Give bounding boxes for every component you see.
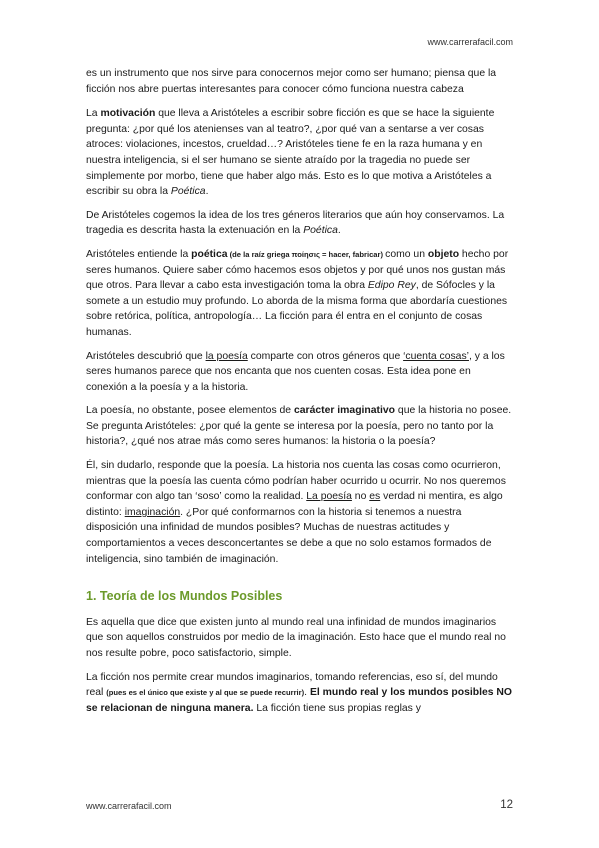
text-run: La ficción tiene sus propias reglas y [253, 702, 421, 714]
caracter-imaginativo-term: carácter imaginativo [293, 405, 396, 417]
text-run: verdad ni mentira, es algo distinto: [86, 491, 503, 518]
text-run: . [205, 186, 209, 198]
text-run: La poesía, no obstante, posee elementos de [86, 405, 294, 417]
cuenta-cosas-underlined: ‘cuenta cosas’ [403, 350, 469, 362]
paragraph-6 [86, 403, 514, 450]
poesia-underlined: la poesía [205, 350, 248, 362]
parenthetical-note: (pues es el único que existe y al que se puede recurrir) [106, 688, 305, 698]
text-run: que lleva a Aristóteles a escribir sobre ficción es que se hace la siguiente pregunta: ¿por qué los atenienses van al teatro?, ¿por qué van a sentarse a ver cosas atroces: violaciones, incestos, crueldad…? Aristóteles tiene fe en la raza humana y en nuestra inteligencia, si el ser humano se siente atraído por la tragedia no puede ser simplemente por morbo, tiene que haber algo más. Esto es lo que motiva a Aristóteles a escribir su obra la [86, 108, 495, 198]
page-number: 12 [500, 799, 513, 811]
header-site: www.carrerafacil.com [427, 37, 513, 47]
paragraph-8: Es aquella que dice que existen junto al mundo real una infinidad de mundos imaginarios que son aquellos construidos por medio de la imaginación. Esto hace que el mundo real no nos resulte pobre, poco satisfactorio, simple. [86, 616, 506, 659]
footer-site: www.carrerafacil.com [86, 801, 172, 811]
text-run: como un [385, 248, 428, 260]
paragraph-5 [86, 349, 514, 396]
text-run: , de Sófocles y la somete a un estudio muy profundo. Lo aborda de la misma forma que abordaría cuestiones sobre retórica, política, antropología… La ficción para él entra en el conjunto de cosas humanas. [86, 280, 508, 338]
poetica-title: Poética [170, 186, 206, 198]
paragraph-9 [86, 670, 514, 717]
objeto-term: objeto [427, 248, 460, 260]
text-run: comparte con otros géneros que [247, 350, 404, 362]
mundos-statement: El mundo real y los mundos posibles NO se relacionan de ninguna manera. [86, 687, 513, 714]
poetica-term: poética [191, 248, 228, 260]
text-run: . ¿Por qué conformarnos con la historia si tenemos a nuestra disposición una infinidad de mundos posibles? Muchas de nuestras actitudes y comportamientos a veces desconcertantes se debe a que no solo estamos formados de inteligencia, sino también de imaginación. [86, 506, 492, 565]
paragraph-1: es un instrumento que nos sirve para conocernos mejor como ser humano; piensa que la ficción nos abre puertas interesantes para conocer cómo funciona nuestra cabeza [86, 68, 497, 95]
text-run: Aristóteles descubrió que [86, 350, 206, 362]
poesia-underlined: La poesía [306, 491, 352, 503]
edipo-title: Edipo Rey [367, 280, 416, 292]
poetica-title: Poética [303, 225, 338, 237]
text-run: La ficción nos permite crear mundos imaginarios, tomando referencias, eso sí, del mundo real [86, 671, 498, 699]
es-underlined: es [369, 491, 381, 503]
text-run: De Aristóteles cogemos la idea de los tres géneros literarios que aún hoy conservamos. La tragedia es descrita hasta la extenuación en la [86, 209, 505, 237]
text-run: La [86, 108, 101, 120]
text-run: no [351, 491, 370, 503]
motivacion-emphasis: motivación [100, 108, 156, 120]
paragraph-2 [86, 106, 514, 200]
text-run: que la historia no posee. Se pregunta Aristóteles: ¿por qué la gente se interesa por la poesía, pero no tanto por la historia?, ¿qué nos atrae más como seres humanos: la historia o la poesía? [86, 405, 512, 448]
text-run: Él, sin dudarlo, responde que la poesía. La historia nos cuenta las cosas como ocurrieron, mientras que la poesía las cuenta cómo podrían haber ocurrido u ocurrir. No nos queremos conformar con algo tan ‘soso’ como la realidad. [86, 460, 506, 503]
text-run: hecho por seres humanos. Quiere saber cómo hacemos esos objetos y por qué unos nos gustan más que otros. Para llevar a cabo esta investigación toma la obra [86, 248, 509, 292]
text-run: Aristóteles entiende la [86, 248, 192, 260]
etymology-note: (de la raíz griega ποίησις = hacer, fabricar) [227, 249, 386, 259]
imaginacion-underlined: imaginación [124, 506, 181, 518]
text-run: . [337, 225, 341, 237]
text-run: . [304, 687, 310, 699]
paragraph-7 [86, 458, 514, 567]
section-heading: 1. Teoría de los Mundos Posibles [86, 589, 283, 604]
paragraph-4 [86, 247, 514, 341]
page-content [86, 66, 514, 724]
text-run: , y a los seres humanos parece que nos encanta que nos cuenten cosas. Esta idea pone en conexión a la poesía y a la historia. [86, 350, 505, 393]
paragraph-3 [86, 208, 514, 239]
